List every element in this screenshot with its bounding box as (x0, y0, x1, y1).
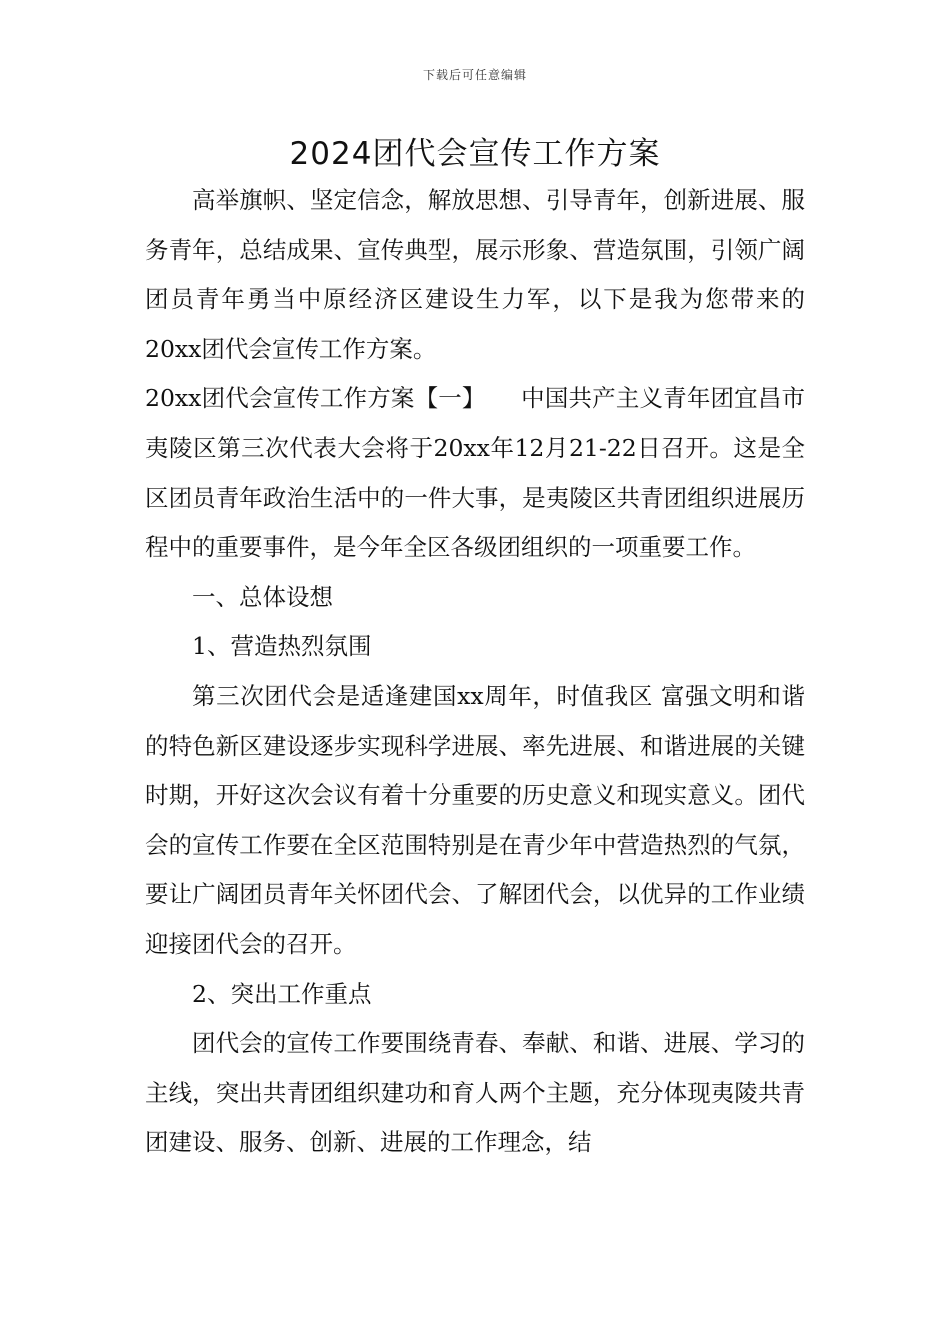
paragraph-atmosphere: 第三次团代会是适逢建国xx周年，时值我区 富强文明和谐的特色新区建设逐步实现科学进展、率先进展、和谐进展的关键时期，开好这次会议有着十分重要的历史意义和现实意义。团代会的宣传工作要在全区范围特别是在青少年中营造热烈的气氛，要让广阔团员青年关怀团代会、了解团代会，以优异的工作业绩迎接团代会的召开。 (145, 681, 805, 958)
section-heading-overall: 一、总体设想 (192, 582, 333, 611)
document-body (145, 176, 805, 1168)
paragraph-plan-one: 20xx团代会宣传工作方案【一】 中国共产主义青年团宜昌市夷陵区第三次代表大会将于20xx年12月21-22日召开。这是全区团员青年政治生活中的一件大事，是夷陵区共青团组织进展历程中的重要事件，是今年全区各级团组织的一项重要工作。 (145, 384, 805, 562)
document-title: 2024团代会宣传工作方案 (289, 136, 661, 172)
header-note: 下载后可任意编辑 (422, 68, 527, 82)
subsection-heading-focus: 2、突出工作重点 (192, 979, 372, 1008)
paragraph-focus: 团代会的宣传工作要围绕青春、奉献、和谐、进展、学习的主线，突出共青团组织建功和育人两个主题，充分体现夷陵共青团建设、服务、创新、进展的工作理念，结 (145, 1029, 805, 1157)
paragraph-intro: 高举旗帜、坚定信念，解放思想、引导青年，创新进展、服务青年，总结成果、宣传典型，展示形象、营造氛围，引领广阔团员青年勇当中原经济区建设生力军，以下是我为您带来的20xx团代会宣传工作方案。 (145, 186, 805, 363)
subsection-heading-atmosphere: 1、营造热烈氛围 (192, 632, 372, 661)
